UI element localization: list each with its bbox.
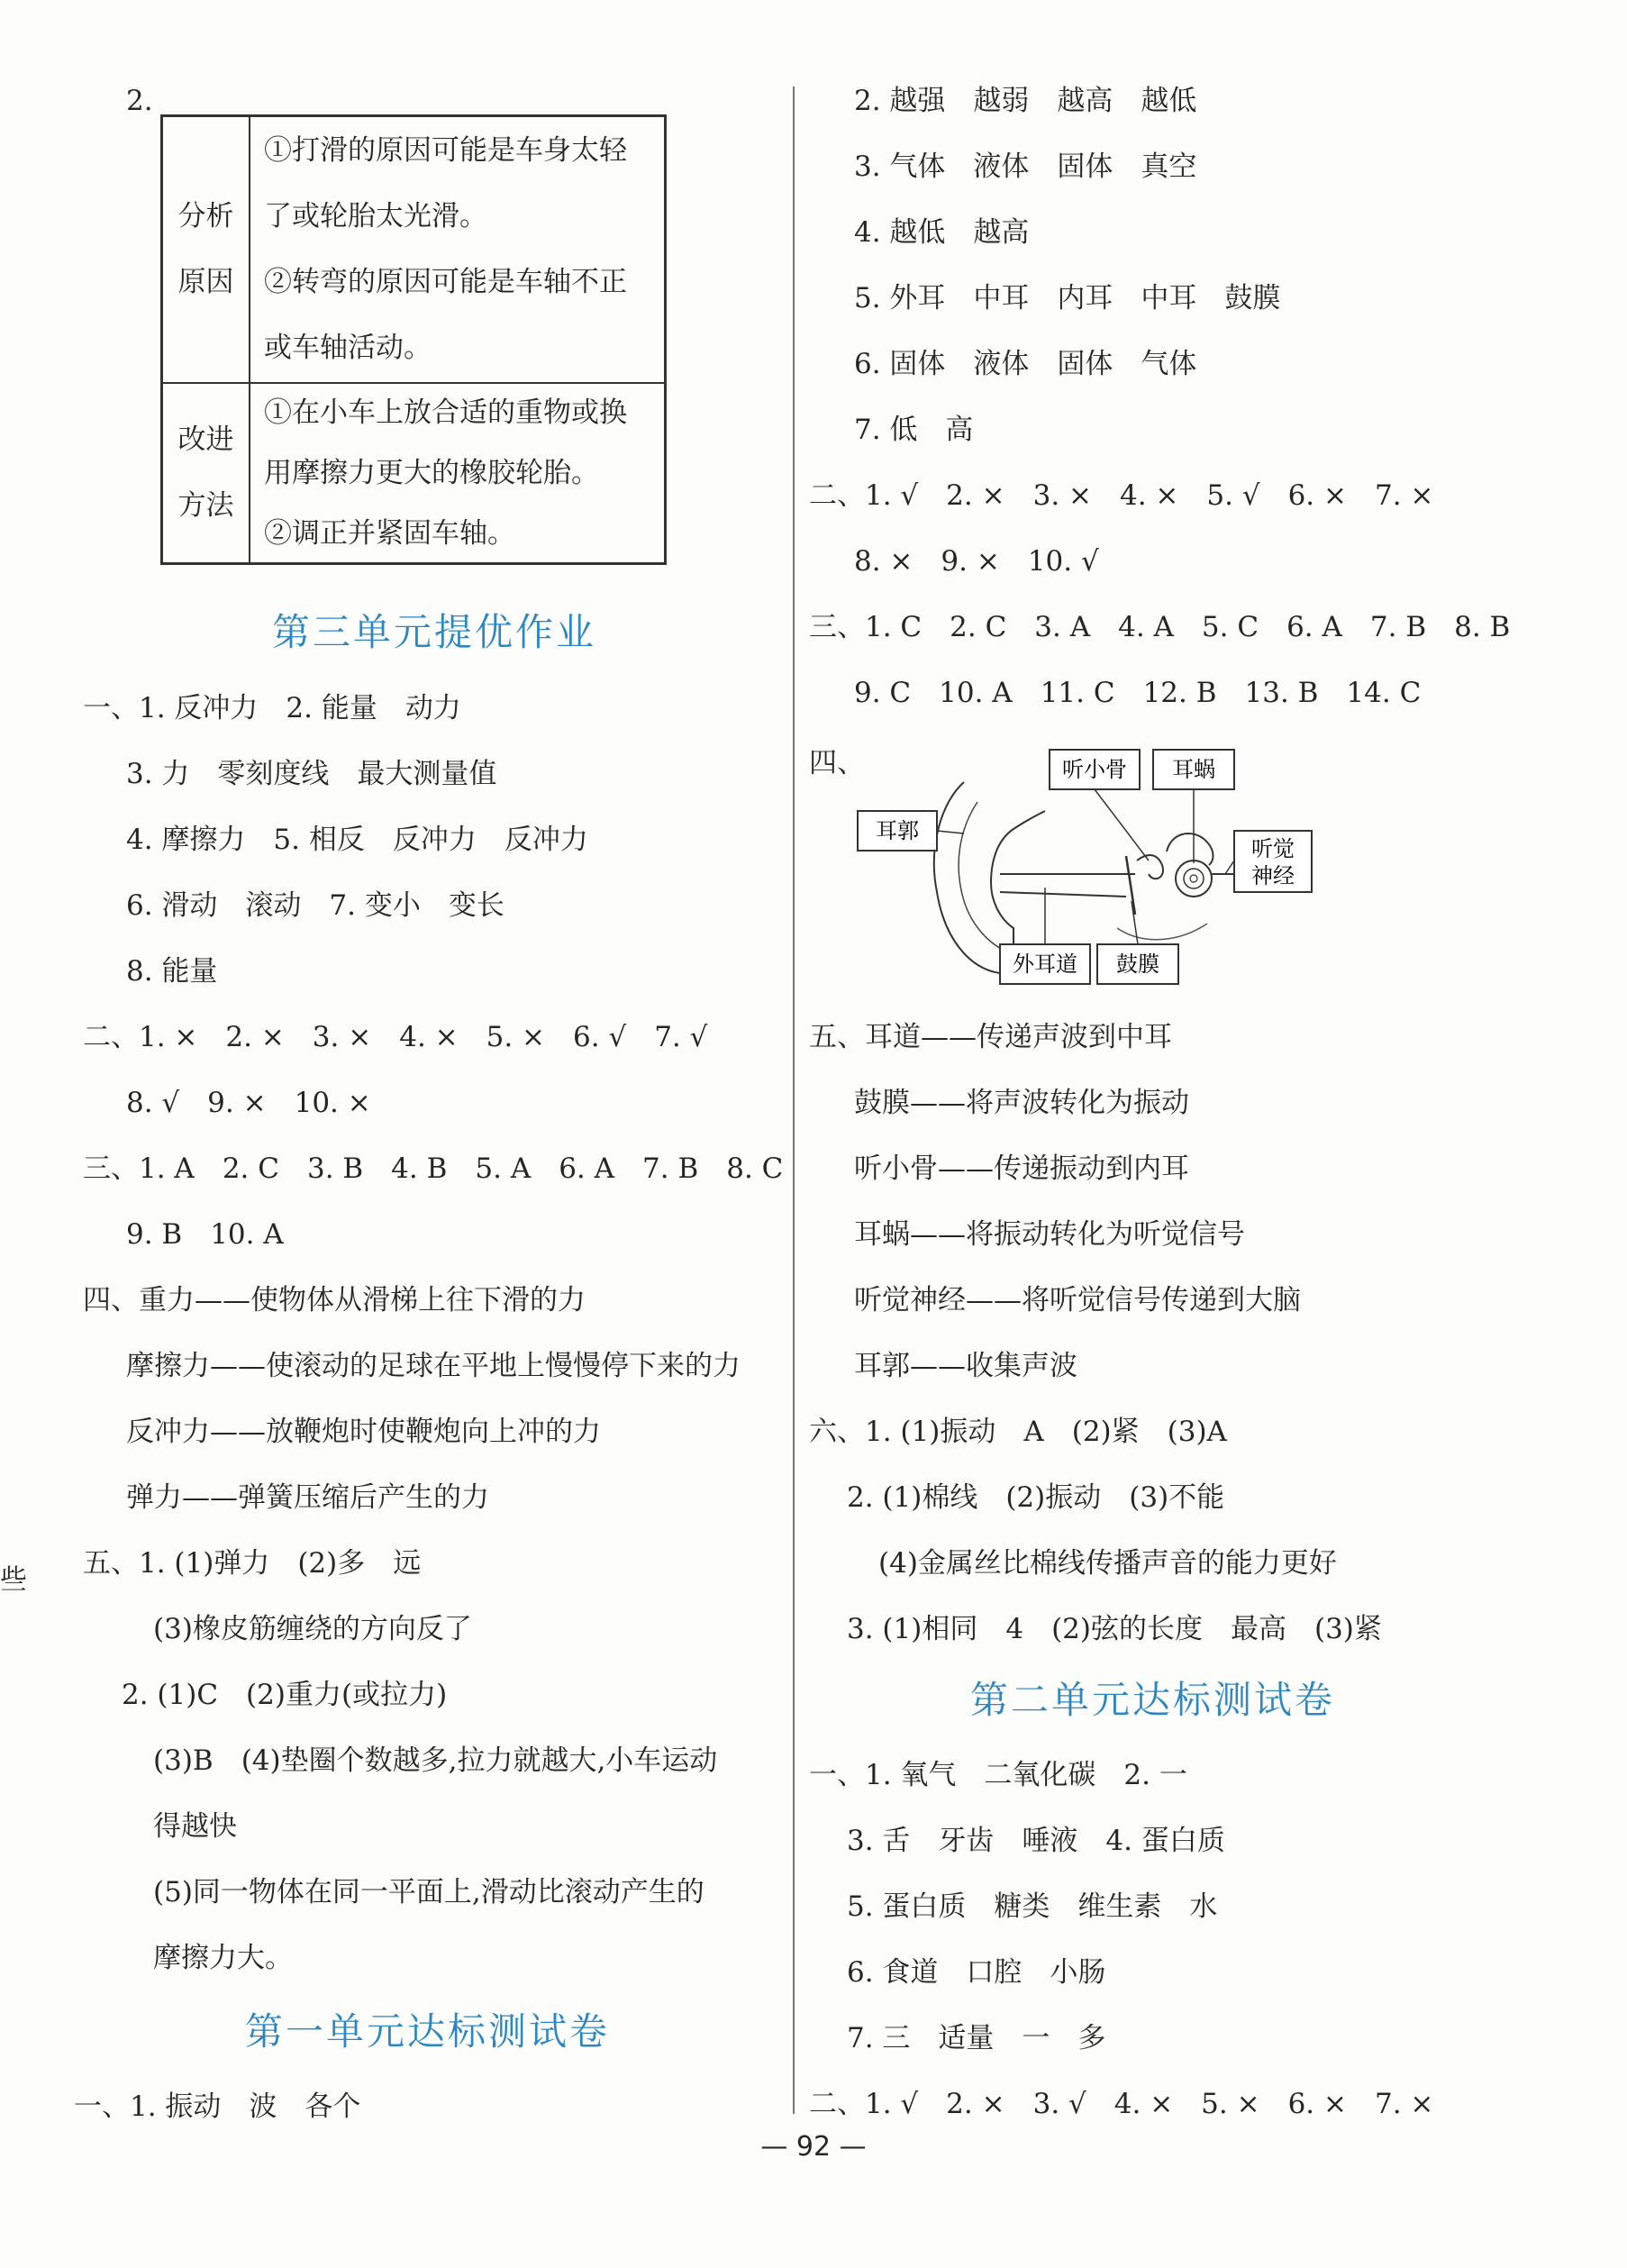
label-canal: 外耳道 — [1013, 952, 1077, 977]
leader-line — [1225, 861, 1234, 874]
answer-line: 五、1. (1)弹力 (2)多 远 — [83, 1547, 422, 1580]
answer-line: 3. (1)相同 4 (2)弦的长度 最高 (3)紧 — [847, 1613, 1382, 1645]
answer-line: 二、1. √ 2. × 3. × 4. × 5. √ 6. × 7. × — [809, 479, 1434, 512]
answer-line: 7. 三 适量 一 多 — [847, 2022, 1106, 2054]
table-row — [162, 116, 666, 384]
answer-line: 摩擦力——使滚动的足球在平地上慢慢停下来的力 — [126, 1350, 741, 1382]
label-nerve-line2: 神经 — [1251, 863, 1295, 888]
answer-line: 4. 摩擦力 5. 相反 反冲力 反冲力 — [126, 824, 588, 856]
answer-line: 三、1. C 2. C 3. A 4. A 5. C 6. A 7. B 8. B — [809, 611, 1511, 643]
table-text-analysis — [250, 116, 666, 384]
table-text-line: ①打滑的原因可能是车身太轻 — [264, 134, 627, 167]
label-ossicles: 听小骨 — [1062, 757, 1127, 782]
cochlea-shape — [1176, 861, 1212, 897]
answer-line: 5. 外耳 中耳 内耳 中耳 鼓膜 — [854, 282, 1281, 314]
answer-line: (5)同一物体在同一平面上,滑动比滚动产生的 — [153, 1876, 704, 1908]
table-text-line: ①在小车上放合适的重物或换 — [264, 396, 627, 429]
answer-line: 二、1. × 2. × 3. × 4. × 5. × 6. √ 7. √ — [83, 1021, 708, 1053]
table-text-line: 了或轮胎太光滑。 — [264, 200, 487, 232]
answer-line: 2. (1)C (2)重力(或拉力) — [122, 1679, 448, 1711]
table-item-number: 2. — [126, 85, 153, 117]
cochlea-inner — [1184, 869, 1204, 888]
heading-unit1-test: 第一单元达标测试卷 — [245, 2009, 611, 2054]
answer-line: (3)橡皮筋缠绕的方向反了 — [153, 1613, 472, 1645]
answer-line: 8. × 9. × 10. √ — [854, 545, 1099, 578]
answer-line: 二、1. √ 2. × 3. √ 4. × 5. × 6. × 7. × — [809, 2088, 1434, 2120]
answer-line: 3. 气体 液体 固体 真空 — [854, 150, 1197, 183]
answer-line: 2. (1)棉线 (2)振动 (3)不能 — [847, 1481, 1225, 1514]
inner-tube — [1117, 924, 1207, 940]
ear-diagram — [856, 748, 1315, 987]
table-label-improve — [162, 383, 250, 564]
table-label-analysis — [162, 116, 250, 384]
answer-line: 一、1. 振动 波 各个 — [74, 2090, 361, 2123]
answer-line: 3. 舌 牙齿 唾液 4. 蛋白质 — [847, 1825, 1225, 1857]
answer-line: 一、1. 氧气 二氧化碳 2. 一 — [809, 1759, 1187, 1791]
analysis-table — [160, 114, 667, 565]
heading-unit3: 第三单元提优作业 — [272, 610, 597, 654]
answer-line: 听觉神经——将听觉信号传递到大脑 — [854, 1284, 1301, 1316]
ossicles-shape — [1137, 855, 1163, 879]
heading-unit2-test: 第二单元达标测试卷 — [970, 1678, 1336, 1722]
label-cochlea: 耳蜗 — [1172, 757, 1215, 782]
answer-line: 8. √ 9. × 10. × — [126, 1087, 371, 1119]
eardrum-shape — [1126, 856, 1135, 915]
answer-line: 鼓膜——将声波转化为振动 — [854, 1087, 1189, 1119]
margin-mark: 些 — [0, 1564, 27, 1596]
answer-line: 8. 能量 — [126, 955, 218, 988]
answer-line: 耳蜗——将振动转化为听觉信号 — [854, 1218, 1245, 1251]
answer-line: 9. B 10. A — [126, 1218, 284, 1251]
table-label-line: 方法 — [177, 489, 234, 522]
answer-line: 5. 蛋白质 糖类 维生素 水 — [847, 1890, 1218, 1923]
answer-line: 6. 滑动 滚动 7. 变小 变长 — [126, 889, 504, 922]
column-divider — [793, 87, 795, 2114]
answer-line: 7. 低 高 — [854, 414, 974, 446]
answer-line: 4. 越低 越高 — [854, 216, 1030, 249]
ear-canal-lower — [1000, 892, 1126, 897]
table-text-line: ②转弯的原因可能是车轴不正 — [264, 266, 627, 298]
answer-line: 五、耳道——传递声波到中耳 — [809, 1021, 1172, 1053]
answer-line: 一、1. 反冲力 2. 能量 动力 — [83, 692, 461, 724]
answer-line: 6. 固体 液体 固体 气体 — [854, 348, 1197, 380]
table-label-line: 改进 — [177, 424, 234, 456]
answer-line: (3)B (4)垫圈个数越多,拉力就越大,小车运动 — [153, 1744, 718, 1777]
table-row — [162, 383, 666, 564]
answer-line: 四、重力——使物体从滑梯上往下滑的力 — [83, 1284, 586, 1316]
table-text-improve — [250, 383, 666, 564]
leader-line — [1095, 789, 1149, 861]
label-nerve-line1: 听觉 — [1251, 836, 1295, 861]
answer-line: 耳郭——收集声波 — [854, 1350, 1077, 1382]
auricle-inner — [959, 802, 1004, 951]
answer-line: 9. C 10. A 11. C 12. B 13. B 14. C — [854, 677, 1422, 709]
label-eardrum: 鼓膜 — [1116, 952, 1159, 977]
answer-line: 3. 力 零刻度线 最大测量值 — [126, 758, 497, 790]
leader-line — [937, 831, 964, 833]
section-four-label: 四、 — [809, 747, 865, 779]
answer-line: 反冲力——放鞭炮时使鞭炮向上冲的力 — [126, 1416, 601, 1448]
table-text-line: 或车轴活动。 — [264, 332, 432, 364]
table-label-line: 原因 — [177, 266, 234, 298]
page-number: — 92 — — [760, 2131, 867, 2163]
answer-line: 六、1. (1)振动 A (2)紧 (3)A — [809, 1416, 1227, 1448]
table-label-line: 分析 — [177, 200, 234, 232]
cochlea-core — [1190, 875, 1197, 882]
answer-line: 6. 食道 口腔 小肠 — [847, 1956, 1106, 1989]
answer-line: 弹力——弹簧压缩后产生的力 — [126, 1481, 489, 1514]
answer-line: 得越快 — [153, 1810, 237, 1843]
answer-line: 听小骨——传递振动到内耳 — [854, 1152, 1189, 1185]
label-auricle: 耳郭 — [876, 818, 919, 843]
table-text-line: 用摩擦力更大的橡胶轮胎。 — [264, 457, 599, 489]
table-text-line: ②调正并紧固车轴。 — [264, 517, 515, 550]
answer-line: 三、1. A 2. C 3. B 4. B 5. A 6. A 7. B 8. C — [83, 1152, 784, 1185]
answer-line: (4)金属丝比棉线传播声音的能力更好 — [878, 1547, 1337, 1580]
answer-line: 摩擦力大。 — [153, 1942, 293, 1974]
answer-line: 2. 越强 越弱 越高 越低 — [854, 85, 1197, 117]
